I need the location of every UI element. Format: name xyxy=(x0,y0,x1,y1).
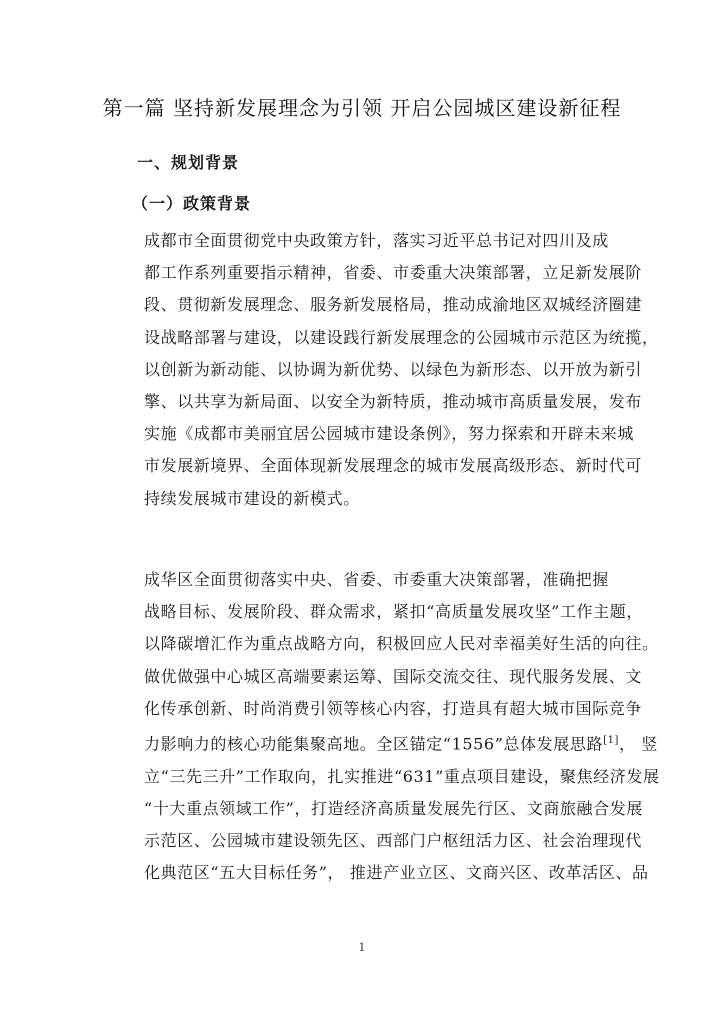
paragraph-line: 擎、以共享为新局面、以安全为新特质，推动城市高质量发展，发布 xyxy=(144,392,643,412)
paragraph-line: “十大重点领域工作”，打造经济高质量发展先行区、文商旅融合发展 xyxy=(144,798,643,818)
section-heading: 一、规划背景 xyxy=(137,153,240,172)
paragraph-line: 化典范区“五大目标任务”， 推进产业立区、文商兴区、改革活区、品 xyxy=(144,863,649,883)
paragraph-line-with-footnote xyxy=(110,725,658,761)
paragraph-line: 化传承创新、时尚消费引领等核心内容，打造具有超大城市国际竞争 xyxy=(144,698,643,718)
paragraph-policy-background-2 xyxy=(110,564,660,889)
paragraph-line: 市发展新境界、全面体现新发展理念的城市发展高级形态、新时代可 xyxy=(144,456,643,476)
paragraph-policy-background-1 xyxy=(110,225,659,515)
paragraph-line: 都工作系列重要指示精神，省委、市委重大决策部署，立足新发展阶 xyxy=(144,263,643,283)
paragraph-line-tail: ， 竖 xyxy=(619,734,658,754)
paragraph-line: 立“三先三升”工作取向，扎实推进“631”重点项目建设，聚焦经济发展 xyxy=(144,766,660,786)
paragraph-line: 示范区、公园城市建设领先区、西部门户枢纽活力区、社会治理现代 xyxy=(144,830,643,850)
paragraph-line: 实施《成都市美丽宜居公园城市建设条例》，努力探索和开辟未来城 xyxy=(144,424,635,444)
paragraph-line: 成华区全面贯彻落实中央、省委、市委重大决策部署，准确把握 xyxy=(144,570,609,589)
subsection-heading: （一）政策背景 xyxy=(132,194,252,213)
footnote-reference[interactable]: [1] xyxy=(603,735,620,747)
document-title: 第一篇 坚持新发展理念为引领 开启公园城区建设新征程 xyxy=(102,96,622,120)
paragraph-line: 持续发展城市建设的新模式。 xyxy=(144,488,360,508)
paragraph-line: 战略目标、发展阶段、群众需求，紧扣“高质量发展攻坚”工作主题， xyxy=(144,602,643,622)
paragraph-line: 以降碳增汇作为重点战略方向，积极回应人民对幸福美好生活的向往。 xyxy=(144,634,659,654)
paragraph-line: 以创新为新动能、以协调为新优势、以绿色为新形态、以开放为新引 xyxy=(144,359,643,379)
paragraph-line: 做优做强中心城区高端要素运筹、国际交流交往、现代服务发展、文 xyxy=(144,666,643,686)
page-number: 1 xyxy=(358,941,366,954)
paragraph-line-text: 力影响力的核心功能集聚高地。全区锚定“1556”总体发展思路 xyxy=(144,734,604,754)
paragraph-line: 段、贯彻新发展理念、服务新发展格局，推动成渝地区双城经济圈建 xyxy=(144,295,643,315)
paragraph-line: 成都市全面贯彻党中央政策方针，落实习近平总书记对四川及成 xyxy=(144,231,609,250)
paragraph-line: 设战略部署与建设，以建设践行新发展理念的公园城市示范区为统揽， xyxy=(144,327,659,347)
